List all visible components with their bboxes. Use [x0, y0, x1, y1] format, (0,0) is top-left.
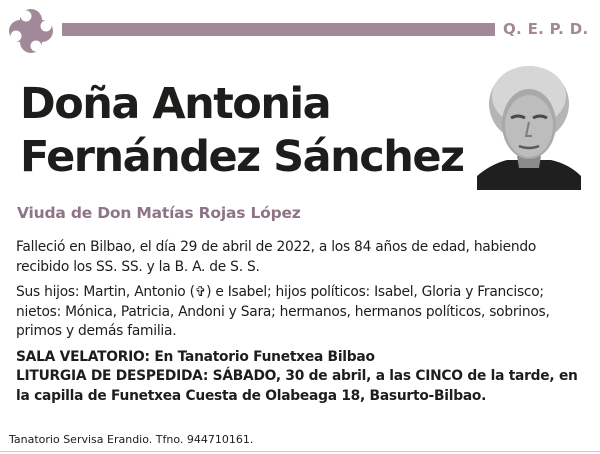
death-paragraph: Falleció en Bilbao, el día 29 de abril de 2022, a los 84 años de edad, habiendo recibido los SS. SS. y la B. A. de S. S.: [16, 239, 537, 275]
bottom-divider: [0, 451, 600, 452]
qepd-label: Q. E. P. D.: [503, 20, 589, 38]
deceased-name: [20, 78, 464, 184]
family-paragraph: Sus hijos: Martin, Antonio (✞) e Isabel; hijos políticos: Isabel, Gloria y Francisco; nietos: Mónica, Patricia, Andoni y Sara; hermanos, hermanos políticos, sobrinos, primos y demás familia.: [16, 284, 550, 339]
lauburu-icon: [5, 5, 57, 57]
widow-of: Viuda de Don Matías Rojas López: [17, 204, 301, 222]
notice-body: [16, 238, 591, 406]
header-bar: [62, 23, 495, 36]
wake-paragraph: SALA VELATORIO: En Tanatorio Funetxea Bilbao: [16, 348, 375, 365]
portrait-photo: [477, 60, 581, 190]
funeral-home-footer: Tanatorio Servisa Erandio. Tfno. 944710161.: [9, 433, 254, 446]
liturgy-paragraph: LITURGIA DE DESPEDIDA: SÁBADO, 30 de abril, a las CINCO de la tarde, en la capilla de Funetxea Cuesta de Olabeaga 18, Basurto-Bilbao.: [16, 368, 578, 404]
deceased-name-line2: Fernández Sánchez: [20, 132, 464, 182]
deceased-name-line1: Doña Antonia: [20, 79, 331, 129]
